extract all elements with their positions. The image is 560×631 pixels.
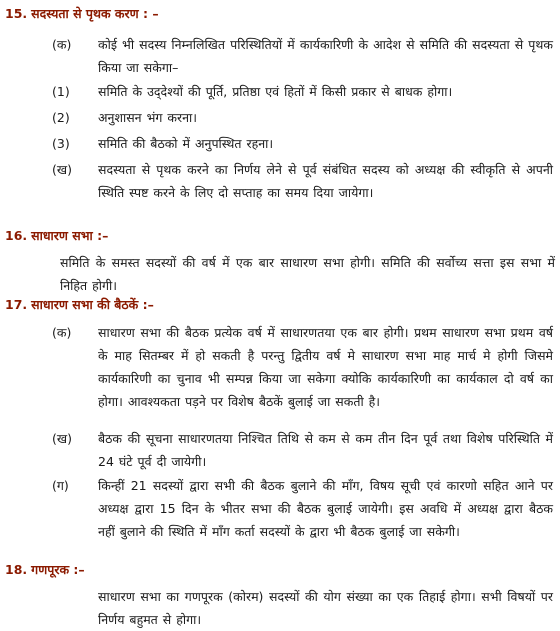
section-title: गणपूरक :– bbox=[31, 562, 85, 577]
clause-marker: (2) bbox=[52, 110, 70, 125]
section-18-heading bbox=[5, 562, 85, 578]
clause-marker: (3) bbox=[52, 136, 70, 151]
section-number: 15. bbox=[5, 6, 28, 21]
clause-marker: (1) bbox=[52, 84, 70, 99]
clause-text: साधारण सभा की बैठक प्रत्येक वर्ष में साधारणतया एक बार होगी। प्रथम साधारण सभा प्रथम वर्ष के माह सितम्बर में हो सकती है परन्तु द्वितीय वर्ष मे साधारण सभा माह मार्च मे होगी जिसमे कार्यकारिणी का चुनाव भी सम्पन्न किया जा सकेगा क्योकि कार्यकारिणी का कार्यकाल दो वर्ष का होगा। आवश्यकता पड़ने पर विशेष बैठकें बुलाई जा सकती है। bbox=[98, 325, 553, 409]
clause-text: बैठक की सूचना साधारणतया निश्चित तिथि से कम से कम तीन दिन पूर्व तथा विशेष परिस्थिति में 24 घंटे पूर्व दी जायेगी। bbox=[98, 431, 553, 469]
section-number: 16. bbox=[5, 228, 28, 243]
clause-text: किन्हीं 21 सदस्यों द्वारा सभी की बैठक बुलाने की माँग, विषय सूची एवं कारणो सहित आने पर अध्यक्ष द्वारा 15 दिन के भीतर सभा की बैठक बुलाई जायेगी। इस अवधि में अध्यक्ष द्वारा बैठक नहीं बुलाने की स्थिति में माँग कर्ता सदस्यों के द्वारा भी बैठक बुलाई जा सकेगी। bbox=[98, 478, 553, 539]
section-number: 17. bbox=[5, 297, 28, 312]
clause-marker: (ख) bbox=[52, 431, 72, 446]
section-title: सदस्यता से पृथक करण : – bbox=[31, 6, 159, 21]
clause-text: समिति के समस्त सदस्यों की वर्ष में एक बार साधारण सभा होगी। समिति की सर्वोच्य सत्ता इस सभा में निहित होगी। bbox=[60, 255, 555, 293]
clause-text: समिति के उद्‌देश्यों की पूर्ति, प्रतिष्ठा एवं हितों में किसी प्रकार से बाधक होगा। bbox=[98, 84, 453, 99]
clause-marker: (ख) bbox=[52, 162, 72, 177]
clause-marker: (क) bbox=[52, 325, 72, 340]
clause-text: समिति की बैठको में अनुपस्थित रहना। bbox=[98, 136, 274, 151]
clause-text: अनुशासन भंग करना। bbox=[98, 110, 198, 125]
clause-text: कोई भी सदस्य निम्नलिखित परिस्थितियों में कार्यकारिणी के आदेश से समिति की सदस्यता से पृथक किया जा सकेगा– bbox=[98, 37, 553, 75]
section-17-heading bbox=[5, 297, 154, 313]
section-title: साधारण सभा :– bbox=[31, 228, 109, 243]
clause-marker: (ग) bbox=[52, 478, 69, 493]
section-15-heading bbox=[5, 6, 159, 22]
clause-text: साधारण सभा का गणपूरक (कोरम) सदस्यों की योग संख्या का एक तिहाई होगा। सभी विषयों पर निर्णय बहुमत से होगा। bbox=[98, 589, 553, 627]
clause-text: सदस्यता से पृथक करने का निर्णय लेने से पूर्व संबंधित सदस्य को अध्यक्ष की स्वीकृति से अपनी स्थिति स्पष्ट करने के लिए दो सप्ताह का समय दिया जायेगा। bbox=[98, 162, 553, 200]
section-number: 18. bbox=[5, 562, 28, 577]
section-title: साधारण सभा की बैठकें :– bbox=[31, 297, 154, 312]
section-16-heading bbox=[5, 228, 108, 244]
clause-marker: (क) bbox=[52, 37, 72, 52]
